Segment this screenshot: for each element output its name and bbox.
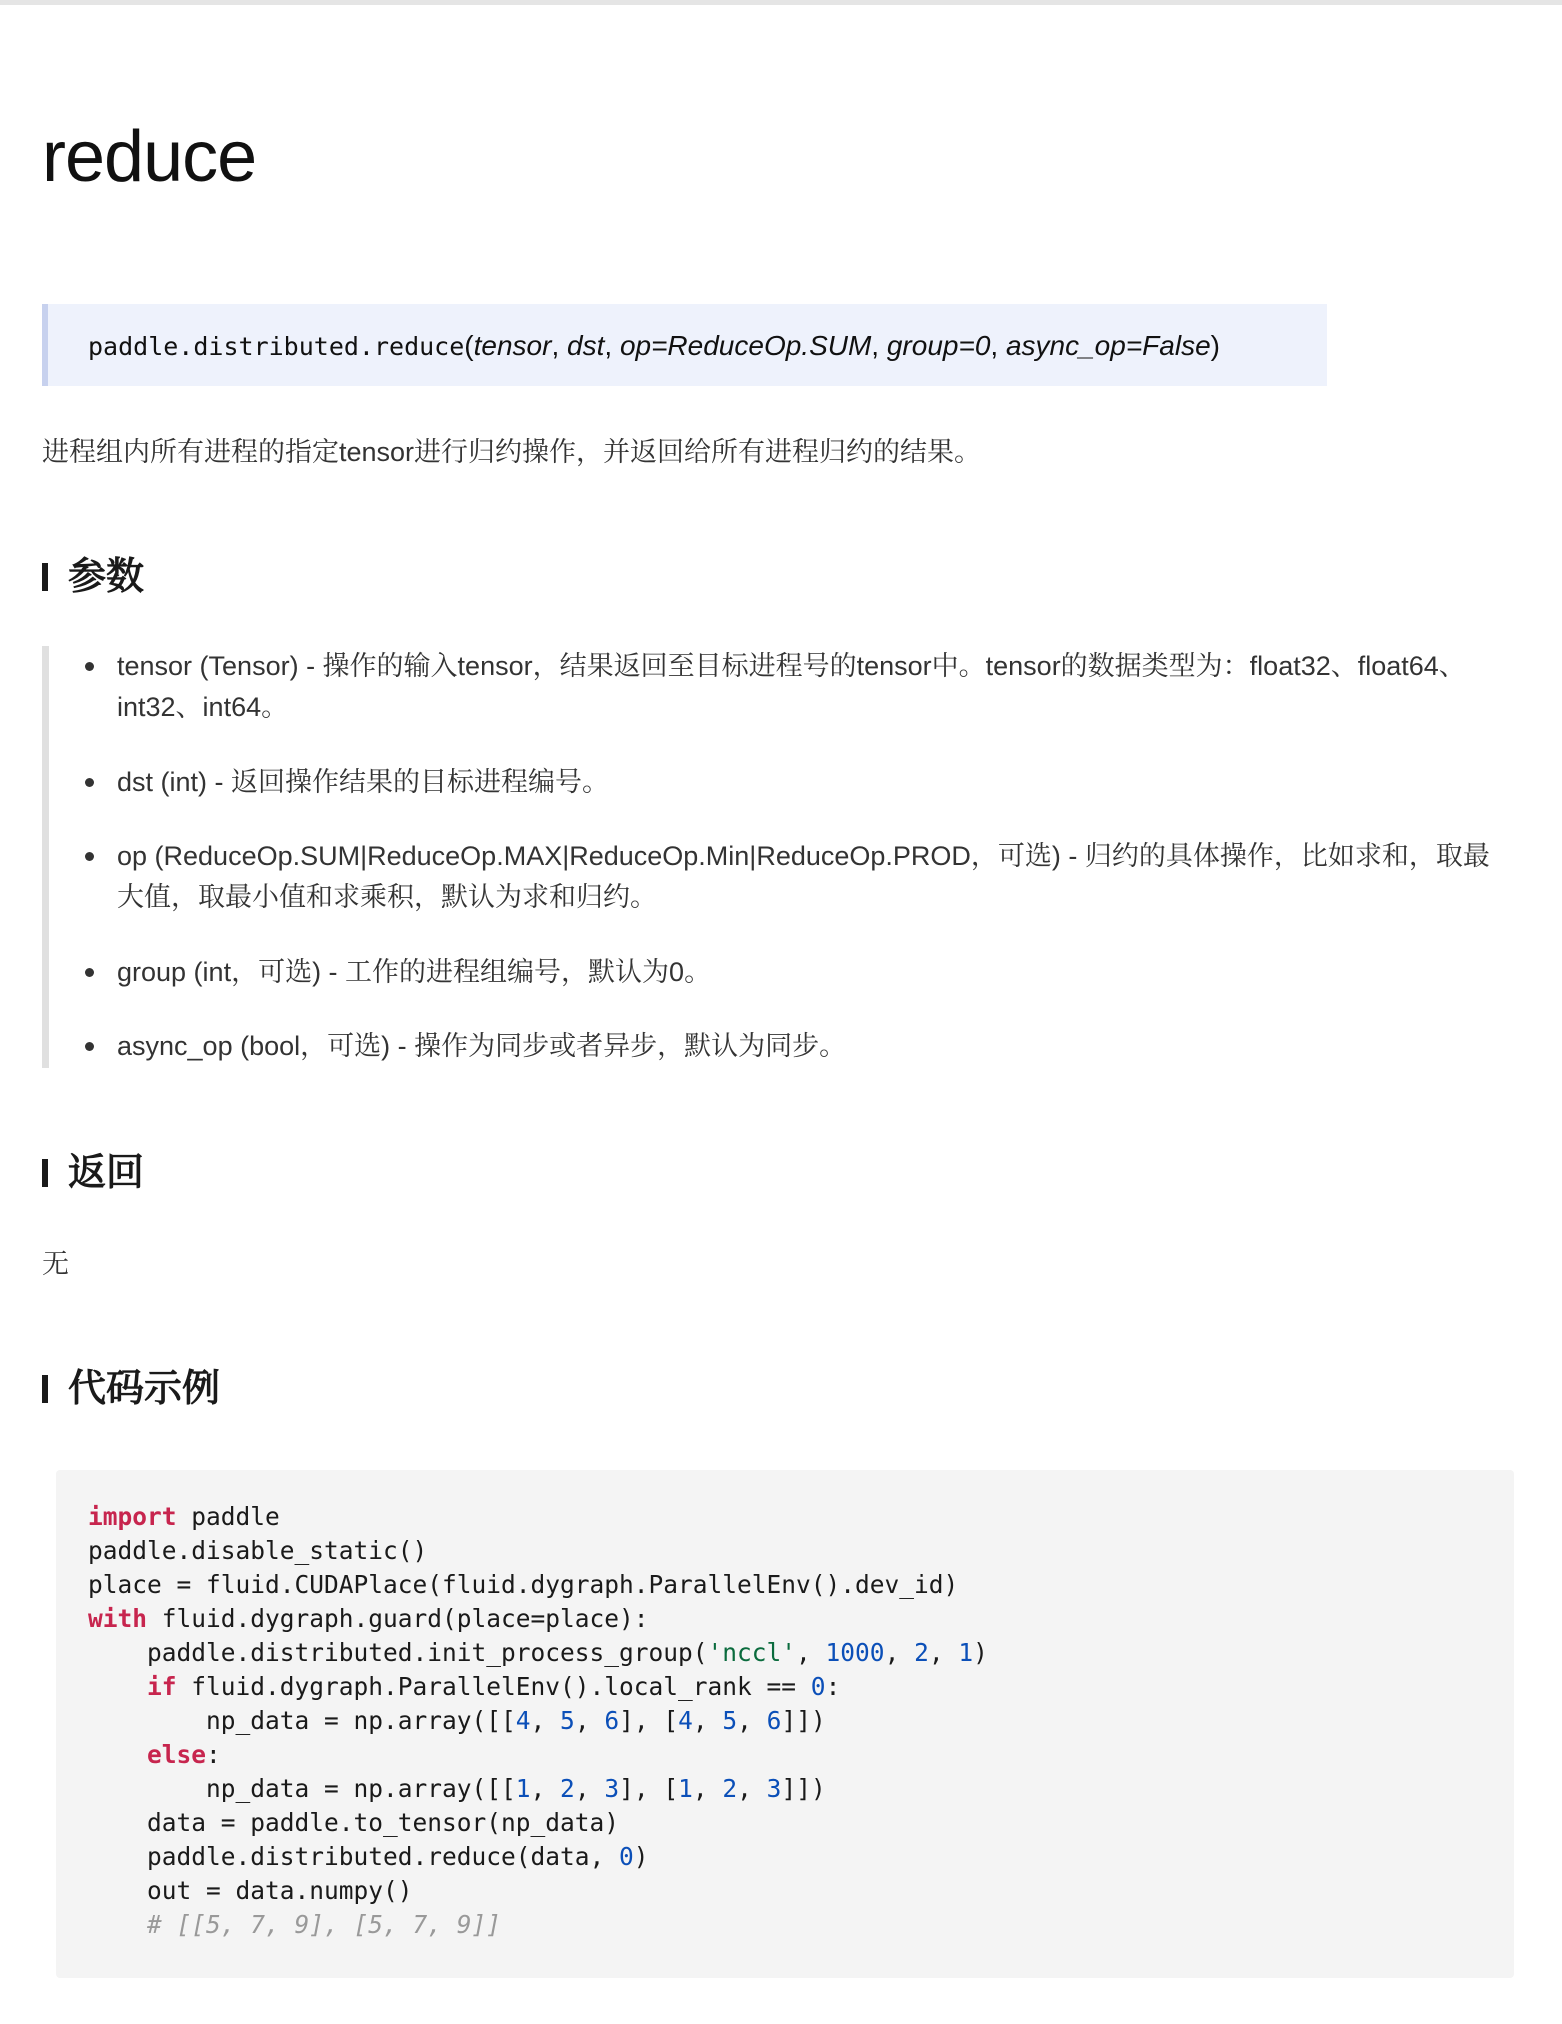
bullet-icon (85, 778, 94, 787)
example-heading-text: 代码示例 (68, 1368, 221, 1410)
code-line: np_data = np.array([[4, 5, 6], [4, 5, 6]]) (88, 1706, 826, 1735)
code-text (88, 1500, 988, 1942)
sig-param: op=ReduceOp.SUM (619, 330, 872, 361)
code-line: np_data = np.array([[1, 2, 3], [1, 2, 3]]) (88, 1774, 826, 1803)
api-description: 进程组内所有进程的指定tensor进行归约操作，并返回给所有进程归约的结果。 (42, 437, 982, 467)
code-line: with fluid.dygraph.guard(place=place): (88, 1604, 649, 1633)
code-line: if fluid.dygraph.ParallelEnv().local_rank == 0: (147, 1672, 841, 1701)
code-line: paddle.distributed.init_process_group('nccl', 1000, 2, 1) (88, 1638, 988, 1667)
param-text: tensor (Tensor) - 操作的输入tensor，结果返回至目标进程号的tensor中。tensor的数据类型为：float32、float64、int32、int64。 (117, 651, 1466, 722)
code-line: paddle.disable_static() (88, 1536, 428, 1565)
bullet-icon (85, 852, 94, 861)
bullet-icon (85, 1042, 94, 1051)
signature-text: paddle.distributed.reduce(tensor, dst, op=ReduceOp.SUM, group=0, async_op=False) (88, 330, 1220, 361)
sig-param: dst (567, 330, 605, 361)
bullet-icon (85, 968, 94, 977)
params-heading (42, 552, 144, 602)
list-item (117, 762, 1512, 803)
bullet-icon (85, 662, 94, 671)
top-border (0, 0, 1562, 5)
api-signature (42, 304, 1327, 386)
list-item (117, 1026, 1512, 1067)
list-item (117, 836, 1512, 918)
params-heading-text: 参数 (68, 556, 145, 598)
param-text: dst (int) - 返回操作结果的目标进程编号。 (117, 767, 610, 797)
code-line: import paddle (88, 1502, 280, 1531)
code-line: else: (147, 1740, 221, 1769)
code-line: # [[5, 7, 9], [5, 7, 9]] (88, 1910, 502, 1939)
sig-param: group=0 (886, 330, 991, 361)
sig-param: async_op=False (1005, 330, 1211, 361)
heading-bar (42, 1375, 48, 1403)
code-example[interactable] (56, 1470, 1514, 1978)
heading-bar (42, 1159, 48, 1187)
params-list-box (42, 646, 1522, 1068)
param-text: op (ReduceOp.SUM|ReduceOp.MAX|ReduceOp.Min|ReduceOp.PROD，可选) - 归约的具体操作，比如求和，取最大值，取最小值和求乘积，默认为求和归约。 (117, 841, 1490, 912)
param-text: async_op (bool，可选) - 操作为同步或者异步，默认为同步。 (117, 1031, 847, 1061)
code-line: place = fluid.CUDAPlace(fluid.dygraph.ParallelEnv().dev_id) (88, 1570, 959, 1599)
param-text: group (int，可选) - 工作的进程组编号，默认为0。 (117, 957, 712, 987)
list-item (117, 952, 1512, 993)
heading-bar (42, 563, 48, 591)
signature-func: paddle.distributed.reduce (88, 332, 465, 361)
returns-heading (42, 1148, 144, 1198)
returns-heading-text: 返回 (68, 1152, 145, 1194)
code-line: out = data.numpy() (88, 1876, 413, 1905)
page-title: reduce (42, 117, 257, 197)
sig-param: tensor (473, 330, 552, 361)
code-line: paddle.distributed.reduce(data, 0) (88, 1842, 649, 1871)
list-item (117, 646, 1512, 728)
returns-value: 无 (42, 1249, 69, 1279)
example-heading (42, 1364, 220, 1414)
code-line: data = paddle.to_tensor(np_data) (88, 1808, 620, 1837)
